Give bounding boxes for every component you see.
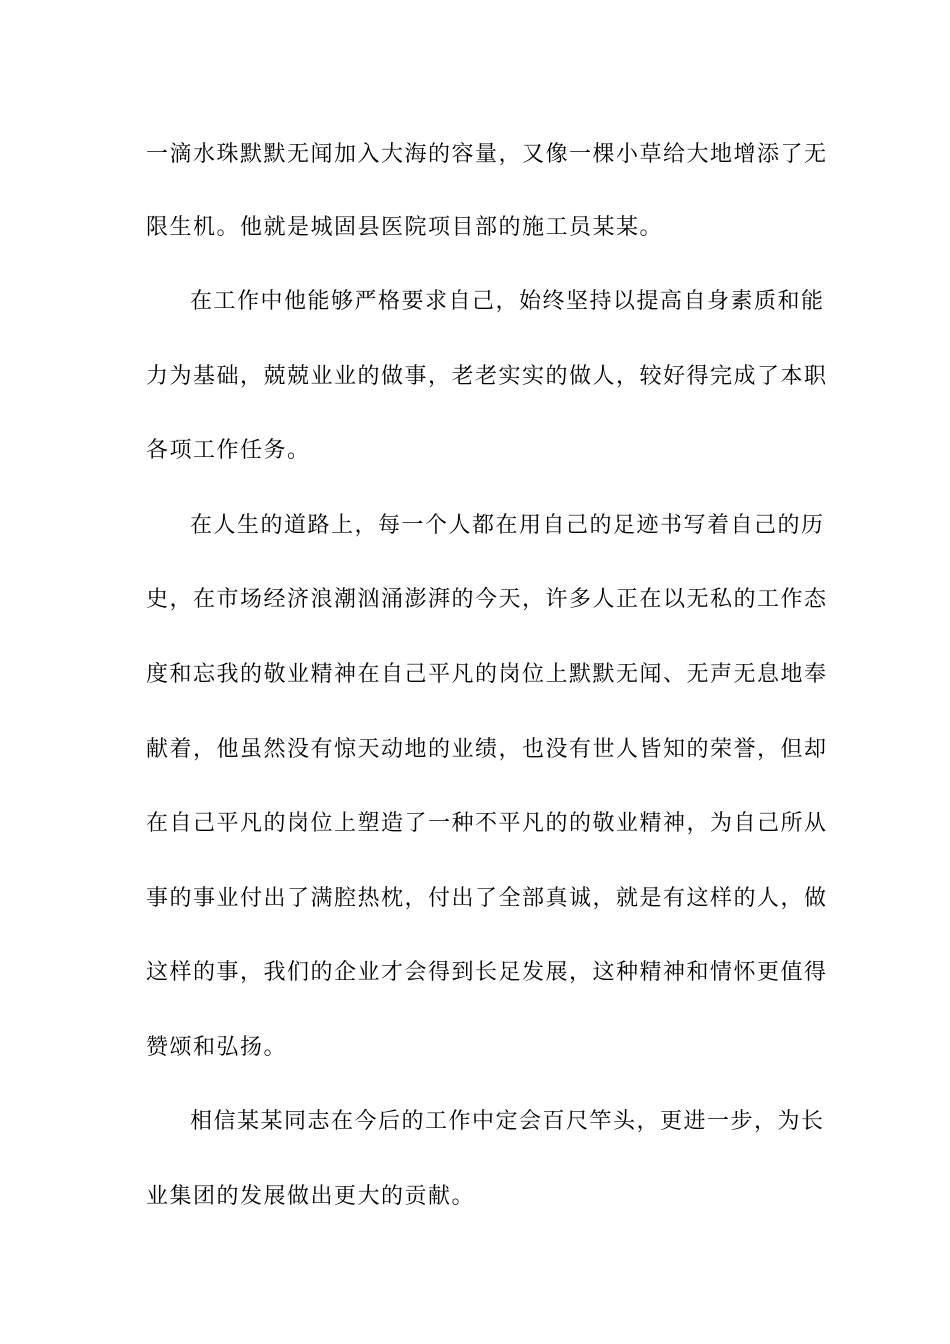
paragraph-line: 力为基础，兢兢业业的做事，老老实实的做人，较好得完成了本职: [146, 364, 828, 389]
paragraph-line: 各项工作任务。: [146, 438, 311, 463]
paragraph-line: 献着，他虽然没有惊天动地的业绩，也没有世人皆知的荣誉，但却: [146, 737, 828, 762]
paragraph-line: 在工作中他能够严格要求自己，始终坚持以提高自身素质和能: [190, 289, 825, 314]
paragraph-line: 限生机。他就是城固县医院项目部的施工员某某。: [146, 215, 664, 240]
paragraph-line: 业集团的发展做出更大的贡献。: [146, 1184, 476, 1209]
paragraph-line: 史，在市场经济浪潮汹涌澎湃的今天，许多人正在以无私的工作态: [146, 587, 828, 612]
paragraph-line: 赞颂和弘扬。: [146, 1035, 288, 1060]
paragraph-line: 这样的事，我们的企业才会得到长足发展，这种精神和情怀更值得: [146, 960, 828, 985]
paragraph-line: 在人生的道路上，每一个人都在用自己的足迹书写着自己的历: [190, 513, 825, 538]
paragraph-line: 在自己平凡的岗位上塑造了一种不平凡的的敬业精神，为自己所从: [146, 811, 828, 836]
paragraph-line: 一滴水珠默默无闻加入大海的容量，又像一棵小草给大地增添了无: [146, 142, 828, 167]
paragraph-line: 度和忘我的敬业精神在自己平凡的岗位上默默无闻、无声无息地奉: [146, 662, 828, 687]
paragraph-line: 相信某某同志在今后的工作中定会百尺竿头，更进一步，为长: [190, 1109, 825, 1134]
paragraph-line: 事的事业付出了满腔热枕，付出了全部真诚，就是有这样的人，做: [146, 886, 828, 911]
